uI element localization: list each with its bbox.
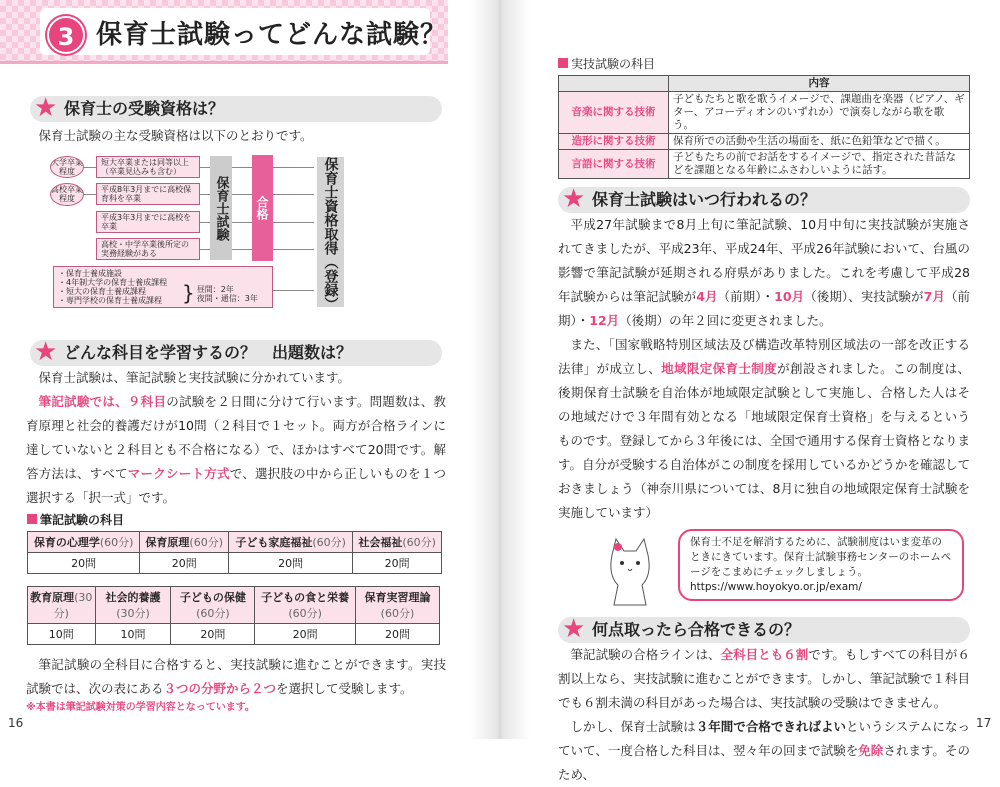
flow-box: 平成8年3月までに高校保育科を卒業 <box>96 183 200 205</box>
paragraph <box>558 715 970 787</box>
highlight-text: 12月 <box>589 313 620 328</box>
chapter-number: 3 <box>47 16 85 54</box>
paragraph <box>558 213 970 333</box>
text-segment: （前期）・ <box>717 289 775 304</box>
section-heading-schedule <box>558 184 970 214</box>
heading-text: 保育士試験はいつ行われるの？ <box>592 190 817 209</box>
text-segment: 平成27年試験まで8月上旬に筆記試験、10月中旬に実技試験が実施されてきましたが、平成23年、平成24年、平成26年試験において、台風の影響で筆記試験が延期される府県がありました。これを考慮して平成28年試験からは筆記試験が <box>558 217 970 304</box>
column-header: 社会的養護(30分) <box>95 587 171 624</box>
text-segment: が創設されました。この制度は、後期保育士試験を自治体が地域限定試験として実施し、合格した人はその地域だけで３年間有効となる「地域限定保育士資格」を与えるというものです。登録してから３年後には、全国で通用する保育士資格となります。自分が受験する自治体がこの制度を採用しているかどうかを確認しておきましょう（神奈川県については、8月に独自の地域限定保育士試験を実施しています） <box>558 361 970 520</box>
question-count: 20問 <box>28 553 140 574</box>
question-count: 20問 <box>229 553 353 574</box>
page-title: 保育士試験ってどんな試験？ <box>96 20 448 50</box>
heading-text: 何点取ったら合格できるの？ <box>592 620 801 639</box>
highlight-text: ３年間で合格できればよい <box>695 719 847 734</box>
table-row: 言語に関する技術 子どもたちの前でお話をするイメージで、指定された昔話などを課題となる年齢にふさわしいように話す。 <box>559 150 970 179</box>
highlight-text: 10月 <box>774 289 805 304</box>
column-header: 子ども家庭福祉(60分) <box>229 532 353 553</box>
mascot-note <box>558 529 970 613</box>
highlight-text: 筆記試験では、９科目 <box>38 394 167 409</box>
table-caption: 筆記試験の科目 <box>27 512 446 528</box>
highlight-text: 地域限定保育士制度 <box>661 361 778 376</box>
book-gutter <box>470 0 530 739</box>
paragraph <box>558 333 970 525</box>
text-segment: 筆記試験の全科目に合格すると、実技試験に進むことができます。実技試験では、次の表にある <box>26 657 446 696</box>
question-count: 20問 <box>353 553 442 574</box>
highlight-text: 全科目とも６割 <box>720 647 809 662</box>
star-icon: ★ <box>562 614 586 644</box>
written-exam-table-1 <box>27 531 442 574</box>
highlight-text: ３つの分野から２つ <box>163 681 277 696</box>
section-heading-passing <box>558 614 970 644</box>
paragraph: 保育士試験は、筆記試験と実技試験に分かれています。 <box>38 370 351 385</box>
highlight-text: 7月 <box>923 289 945 304</box>
note: ※本書は筆記試験対策の学習内容となっています。 <box>26 702 255 713</box>
pass-column: 合格 <box>252 155 273 261</box>
paragraph <box>26 653 446 701</box>
flow-oval: 大学卒業程度 <box>51 158 83 176</box>
text-segment: されます。そのため、 <box>558 743 970 782</box>
column-header: 内容 <box>669 76 970 92</box>
text-segment: しかし、保育士試験は <box>570 719 696 734</box>
star-icon: ★ <box>562 184 586 214</box>
mascot-cat-illustration <box>602 535 658 607</box>
text-segment: を選択して受験します。 <box>276 681 413 696</box>
text-segment: の試験を２日間に分けて行います。問題数は、教育原理と社会的養護だけが10問（２科目で１セット。両方が合格ラインに達していないと２科目とも不合格になる）で、ほかはすべて20問です。解答方法は、すべて <box>26 394 446 481</box>
flow-oval: 高校卒業程度 <box>50 183 84 206</box>
column-header: 教育原理(30分) <box>28 587 96 624</box>
right-page-column <box>558 56 970 787</box>
question-count: 20問 <box>171 624 255 645</box>
table-row <box>28 624 440 645</box>
paragraph <box>26 390 446 510</box>
text-segment: （前期）・ <box>558 289 970 328</box>
text-segment: というシステムになっていて、一度合格した科目は、翌々年の回まで試験を <box>558 719 970 758</box>
flow-box: 短大卒業または同等以上（卒業見込みも含む） <box>96 156 200 178</box>
question-count: 20問 <box>355 624 439 645</box>
column-header: 子どもの保健(60分) <box>171 587 255 624</box>
written-exam-table-2 <box>27 586 440 645</box>
heading-text: どんな科目を学習するの？ 出題数は？ <box>64 343 353 362</box>
text-segment: （後期）、実技試験が <box>804 289 924 304</box>
flow-box: 高校・中学卒業後所定の実務経験がある <box>96 238 200 260</box>
section-heading-subjects <box>30 337 442 367</box>
question-count: 10問 <box>28 624 96 645</box>
table-row: 造形に関する技術 保育所での活動や生活の場面を、紙に色鉛筆などで描く。 <box>559 134 970 150</box>
column-header: 保育原理(60分) <box>140 532 229 553</box>
left-subjects-section <box>26 337 446 715</box>
section-heading-eligibility <box>30 93 442 123</box>
question-count: 10問 <box>95 624 171 645</box>
column-header: 子どもの食と栄養(60分) <box>255 587 355 624</box>
column-header: 保育実習理論(60分) <box>355 587 439 624</box>
text-segment: また、「国家戦略特別区域法及び構造改革特別区域法の一部を改正する法律」が成立し、 <box>558 337 970 376</box>
flow-box: 平成3年3月までに高校を卒業 <box>96 211 200 233</box>
table-row <box>28 553 442 574</box>
question-count: 20問 <box>140 553 229 574</box>
text-segment: で、選択肢の中から正しいものを１つ選択する「択一式」です。 <box>26 466 446 505</box>
exam-column: 保育士試験 <box>210 156 232 260</box>
text-segment: 筆記試験の合格ラインは、 <box>570 647 721 662</box>
text-segment: （後期）の年２回に変更されました。 <box>619 313 832 328</box>
highlight-text: マークシート方式 <box>127 466 230 481</box>
table-caption: 実技試験の科目 <box>558 56 970 72</box>
practical-exam-table <box>558 75 970 179</box>
table-row: 音楽に関する技術 子どもたちと歌を歌うイメージで、課題曲を楽器（ピアノ、ギター、アコーディオンのいずれか）で演奏しながら歌を歌う。 <box>559 92 970 134</box>
star-icon: ★ <box>34 93 58 123</box>
intro-text: 保育士試験の主な受験資格は以下のとおりです。 <box>38 128 313 143</box>
speech-bubble: 保育士不足を解消するために、試験制度はいま変革のときにきています。保育士試験事務センターのホームページをこまめにチェックしましょう。 https://www.hoyokyo.or.jp/exam/ <box>678 529 964 601</box>
column-header: 社会福祉(60分) <box>353 532 442 553</box>
result-column: 保育士資格取得（登録） <box>317 157 344 307</box>
column-header: 保育の心理学(60分) <box>28 532 140 553</box>
heading-text: 保育士の受験資格は？ <box>64 99 225 118</box>
text-segment: です。もしすべての科目が６割以上なら、実技試験に進むことができます。しかし、筆記試験で１科目でも６割未満の科目があった場合は、実技試験の受験はできません。 <box>558 647 970 710</box>
flow-bottom-box: ・保育士養成施設 ・4年制大学の保育士養成課程 ・短大の保育士養成課程 ・専門学校の保育士養成課程 } 昼間：2年 夜間・通信：3年 <box>53 266 273 308</box>
star-icon: ★ <box>34 337 58 367</box>
paragraph <box>558 643 970 715</box>
url-link[interactable]: https://www.hoyokyo.or.jp/exam/ <box>690 581 862 593</box>
highlight-text: 4月 <box>696 289 718 304</box>
highlight-text: 免除 <box>858 743 884 758</box>
page-number: 17 <box>976 716 992 730</box>
question-count: 20問 <box>255 624 355 645</box>
page-number: 16 <box>8 716 24 730</box>
